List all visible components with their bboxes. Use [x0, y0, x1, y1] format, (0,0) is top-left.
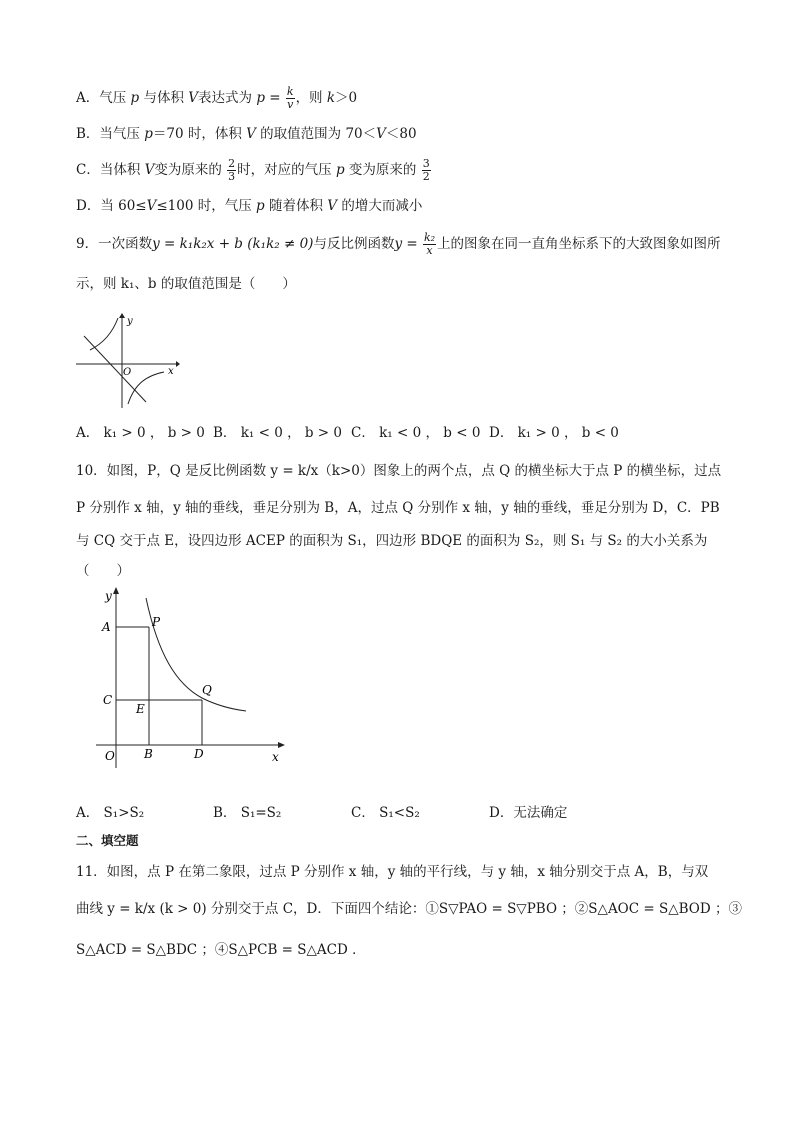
fraction-k2-over-x: $\frac{\text{k₂}}{x}$ [423, 231, 436, 257]
q9-option-a: A． k₁ > 0 ， b > 0 [76, 425, 205, 441]
q10-stem-line4: （ ） [76, 563, 130, 579]
q10-label-y: y [105, 589, 112, 603]
q10-option-d: D．无法确定 [489, 805, 568, 821]
q9-y-label: y [127, 316, 133, 327]
q10-label-p: P [152, 615, 161, 629]
q8-option-a: A．气压 p 与体积 V表达式为 p = $\frac{k}{v}$ ，则 k＞0 [76, 85, 358, 111]
q9-option-b: B． k₁ < 0 ， b > 0 [213, 425, 342, 441]
fraction-3-2: $\frac{3}{2}$ [422, 157, 430, 183]
q11-stem-line3: S△ACD = S△BDC ；④S△PCB = S△ACD ． [76, 942, 366, 958]
q11-stem-line2: 曲线 y = k/x (k > 0) 分别交于点 C，D．下面四个结论：①S▽PAO = S▽PBO ；②S△AOC = S△BOD ；③ [76, 901, 742, 917]
q9-stem-line2: 示，则 k₁、b 的取值范围是（ ） [76, 276, 296, 292]
q9-graph [72, 312, 182, 410]
q9-hyperbola-branch-left [90, 318, 118, 350]
q10-label-q: Q [202, 683, 212, 697]
q10-stem-line1: 10．如图，P，Q 是反比例函数 y = k/x（k>0）图象上的两个点，点 Q 的横坐标大于点 P 的横坐标，过点 [76, 463, 722, 479]
q11-stem-line1: 11．如图，点 P 在第二象限，过点 P 分别作 x 轴，y 轴的平行线，与 y 轴，x 轴分别交于点 A，B，与双 [76, 864, 709, 880]
q10-label-o: O [105, 749, 115, 763]
q8-option-c: C．当体积 V变为原来的 $\frac{2}{3}$ 时，对应的气压 p 变为原来的 $\frac{3}{2}$ [76, 157, 430, 183]
q10-label-e: E [136, 702, 145, 716]
q10-option-b: B． S₁=S₂ [213, 805, 282, 821]
q10-graph [96, 584, 292, 770]
q10-y-arrow [113, 587, 119, 594]
q9-origin-label: O [123, 367, 132, 378]
q10-label-b: B [144, 747, 153, 761]
q10-label-c: C [103, 693, 113, 707]
q10-option-c: C． S₁<S₂ [351, 805, 420, 821]
q8-option-b: B．当气压 p＝70 时，体积 V 的取值范围为 70＜V＜80 [76, 126, 417, 142]
q10-stem-line2: P 分别作 x 轴，y 轴的垂线，垂足分别为 B，A，过点 Q 分别作 x 轴，y 轴的垂线，垂足分别为 D，C．PB [76, 500, 720, 516]
q9-option-d: D． k₁ > 0 ， b < 0 [489, 425, 619, 441]
q10-label-d: D [194, 747, 204, 761]
q9-option-c: C． k₁ < 0 ， b < 0 [351, 425, 481, 441]
q9-linear-graph [84, 336, 146, 402]
section-title-fill-in: 二、填空题 [76, 833, 139, 848]
q10-x-arrow [278, 742, 285, 748]
q9-x-label: x [168, 366, 174, 377]
q9-stem-line1: 9．一次函数y = k₁k₂x + b (k₁k₂ ≠ 0)与反比例函数y = $\frac{\text{k₂}}{x}$ 上的图象在同一直角坐标系下的大致图象如图所 [76, 231, 721, 257]
q10-stem-line3: 与 CQ 交于点 E，设四边形 ACEP 的面积为 S₁，四边形 BDQE 的面积为 S₂，则 S₁ 与 S₂ 的大小关系为 [76, 533, 708, 549]
q10-hyperbola [146, 598, 246, 711]
q9-y-arrow [119, 313, 125, 318]
q10-label-a: A [102, 620, 111, 634]
q10-option-a: A． S₁>S₂ [76, 805, 145, 821]
q8-option-d: D．当 60≤V≤100 时，气压 p 随着体积 V 的增大而减小 [76, 198, 423, 214]
q9-x-arrow [176, 361, 180, 367]
q10-label-x: x [272, 750, 279, 764]
fraction-2-3: $\frac{2}{3}$ [228, 157, 236, 183]
fraction-k-over-v: $\frac{k}{v}$ [286, 85, 294, 111]
